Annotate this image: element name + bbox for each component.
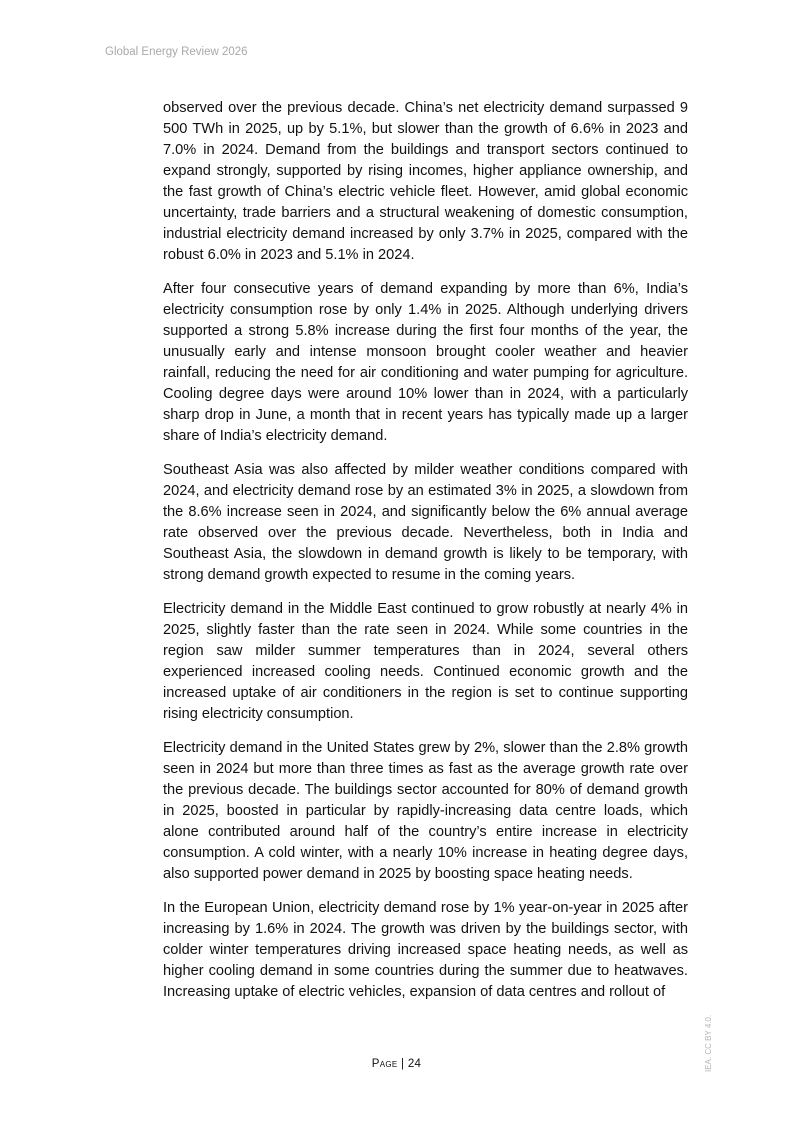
body-paragraph: In the European Union, electricity demand rose by 1% year-on-year in 2025 after increasing by 1.6% in 2024. The growth was driven by the buildings sector, with colder winter temperatures driving increased space heating needs, as well as higher cooling demand in some countries during the summer due to heatwaves. Increasing uptake of electric vehicles, expansion of data centres and rollout of xyxy=(163,900,688,1000)
copyright-sidenote: IEA. CC BY 4.0. xyxy=(704,1014,713,1072)
footer-page-number: Page | 24 xyxy=(371,1058,422,1070)
body-paragraph: Electricity demand in the United States grew by 2%, slower than the 2.8% growth seen in 2024 but more than three times as fast as the average growth rate over the previous decade. The buildings sector accounted for 80% of demand growth in 2025, boosted in particular by rapidly-increasing data centre loads, which alone contributed around half of the country’s entire increase in electricity consumption. A cold winter, with a nearly 10% increase in heating degree days, also supported power demand in 2025 by boosting space heating needs. xyxy=(163,740,688,882)
body-paragraph: observed over the previous decade. China’s net electricity demand surpassed 9 500 TWh in 2025, up by 5.1%, but slower than the growth of 6.6% in 2023 and 7.0% in 2024. Demand from the buildings and transport sectors continued to expand strongly, supported by rising incomes, higher appliance ownership, and the fast growth of China’s electric vehicle fleet. However, amid global economic uncertainty, trade barriers and a structural weakening of domestic consumption, industrial electricity demand increased by only 3.7% in 2025, compared with the robust 6.0% in 2023 and 5.1% in 2024. xyxy=(163,100,688,263)
running-header: Global Energy Review 2026 xyxy=(105,46,248,58)
body-text xyxy=(163,98,688,1016)
body-paragraph: Electricity demand in the Middle East continued to grow robustly at nearly 4% in 2025, slightly faster than the rate seen in 2024. While some countries in the region saw milder summer temperatures than in 2024, several others experienced increased cooling needs. Continued economic growth and the increased uptake of air conditioners in the region is set to continue supporting rising electricity consumption. xyxy=(163,601,688,722)
body-paragraph: After four consecutive years of demand expanding by more than 6%, India’s electricity consumption rose by only 1.4% in 2025. Although underlying drivers supported a strong 5.8% increase during the first four months of the year, the unusually early and intense monsoon brought cooler weather and heavier rainfall, reducing the need for air conditioning and water pumping for agriculture. Cooling degree days were around 10% lower than in 2024, with a particularly sharp drop in June, a month that in recent years has typically made up a larger share of India’s electricity demand. xyxy=(163,281,688,444)
body-paragraph: Southeast Asia was also affected by milder weather conditions compared with 2024, and electricity demand rose by an estimated 3% in 2025, a slowdown from the 8.6% increase seen in 2024, and significantly below the 6% annual average rate observed over the previous decade. Nevertheless, both in India and Southeast Asia, the slowdown in demand growth is likely to be temporary, with strong demand growth expected to resume in the coming years. xyxy=(163,462,688,583)
